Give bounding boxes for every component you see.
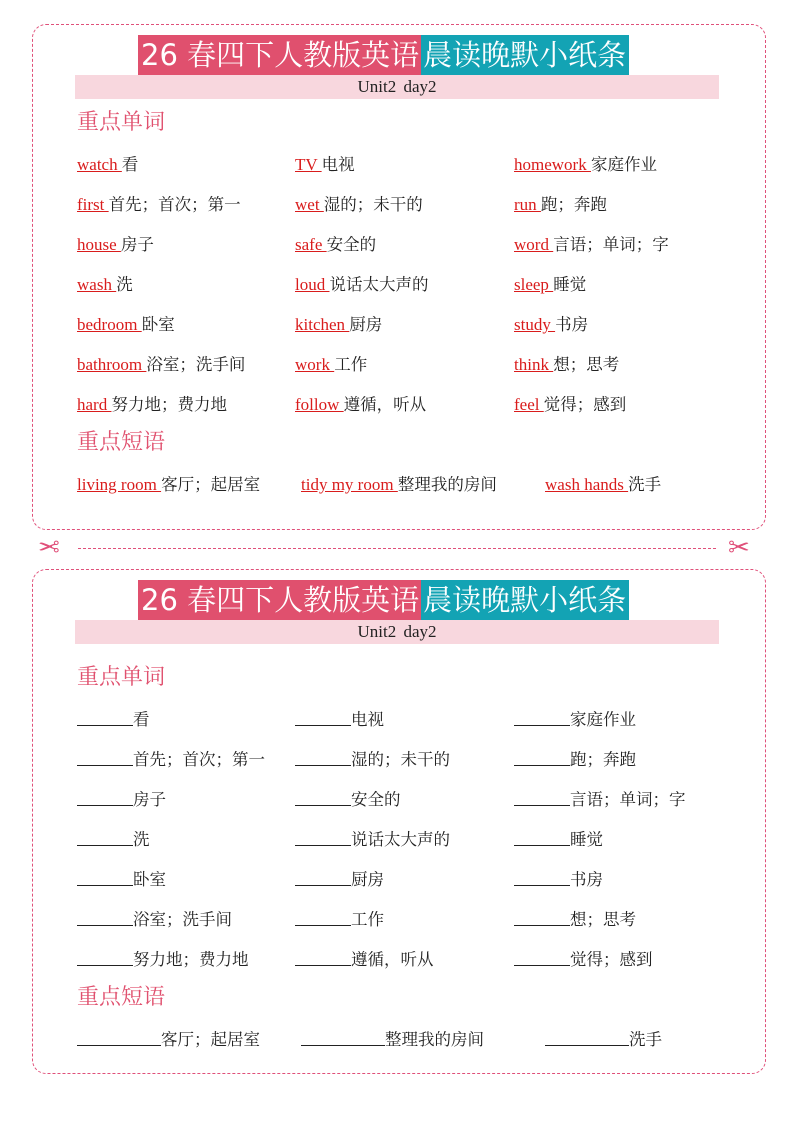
phrase-item [301, 473, 497, 497]
answer-blank[interactable] [295, 948, 351, 966]
word-item [77, 273, 133, 297]
word-blank-item [514, 788, 686, 812]
word-item [514, 353, 619, 377]
section-words-title: 重点单词 [77, 110, 166, 135]
word-cn: 说话太大声的 [351, 830, 450, 849]
word-item [295, 393, 426, 417]
word-item [295, 153, 355, 177]
phrase-blank-item [77, 1028, 260, 1052]
word-cn: 睡觉 [570, 830, 603, 849]
word-blank-item [295, 908, 384, 932]
answer-blank[interactable] [77, 908, 133, 926]
word-cn: 觉得；感到 [570, 950, 653, 969]
word-en: TV [295, 155, 322, 174]
word-blank-item [77, 868, 166, 892]
word-en: study [514, 315, 556, 334]
word-en: word [514, 235, 554, 254]
phrase-en: tidy my room [301, 475, 398, 494]
word-blank-item [77, 828, 150, 852]
title [138, 35, 629, 75]
word-item [77, 313, 175, 337]
word-item [295, 313, 382, 337]
answer-blank[interactable] [514, 788, 570, 806]
word-cn: 湿的；未干的 [323, 195, 423, 214]
answer-blank[interactable] [295, 788, 351, 806]
word-cn: 看 [121, 155, 139, 174]
word-en: watch [77, 155, 122, 174]
word-cn: 工作 [351, 910, 384, 929]
phrase-item [77, 473, 260, 497]
phrase-cn: 洗手 [628, 475, 662, 494]
answer-blank[interactable] [295, 868, 351, 886]
word-en: safe [295, 235, 327, 254]
word-cn: 言语；单词；字 [570, 790, 686, 809]
phrase-blank-item [545, 1028, 662, 1052]
word-blank-item [295, 708, 384, 732]
unit-label: Unit2 day2 [75, 75, 719, 99]
title-part1: 26 春四下人教版英语 [138, 35, 421, 75]
word-cn: 湿的；未干的 [351, 750, 450, 769]
section-words-title: 重点单词 [77, 665, 166, 690]
word-en: bathroom [77, 355, 147, 374]
word-cn: 首先；首次；第一 [108, 195, 241, 214]
title [138, 580, 629, 620]
word-en: bedroom [77, 315, 142, 334]
unit-label: Unit2 day2 [75, 620, 719, 644]
phrase-cn: 整理我的房间 [385, 1030, 484, 1049]
title-part1: 26 春四下人教版英语 [138, 580, 421, 620]
answer-blank[interactable] [545, 1028, 629, 1046]
word-item [295, 353, 367, 377]
word-row [33, 708, 765, 732]
word-cn: 安全的 [326, 235, 377, 254]
word-en: homework [514, 155, 591, 174]
answer-blank[interactable] [514, 748, 570, 766]
word-blank-item [295, 868, 384, 892]
answer-blank[interactable] [77, 948, 133, 966]
word-row [33, 868, 765, 892]
answer-blank[interactable] [514, 948, 570, 966]
word-cn: 电视 [321, 155, 355, 174]
answer-blank[interactable] [514, 908, 570, 926]
word-cn: 首先；首次；第一 [133, 750, 265, 769]
word-en: kitchen [295, 315, 350, 334]
scissors-icon: ✂ [728, 533, 750, 563]
word-blank-item [514, 748, 636, 772]
word-cn: 遵循，听从 [343, 395, 427, 414]
word-item [514, 313, 588, 337]
word-row [33, 273, 765, 297]
word-item [77, 193, 241, 217]
phrase-row [33, 1028, 765, 1052]
phrase-en: living room [77, 475, 162, 494]
word-cn: 跑；奔跑 [570, 750, 636, 769]
word-cn: 厨房 [349, 315, 383, 334]
word-en: house [77, 235, 121, 254]
word-blank-item [514, 828, 603, 852]
word-cn: 言语；单词；字 [553, 235, 669, 254]
word-row [33, 153, 765, 177]
word-item [295, 233, 376, 257]
answer-blank[interactable] [77, 708, 133, 726]
word-cn: 跑；奔跑 [540, 195, 607, 214]
word-row [33, 748, 765, 772]
section-phrases-title: 重点短语 [77, 985, 166, 1010]
word-cn: 努力地；费力地 [133, 950, 249, 969]
word-row [33, 233, 765, 257]
word-cn: 房子 [133, 790, 166, 809]
word-blank-item [514, 908, 636, 932]
word-row [33, 353, 765, 377]
word-row [33, 393, 765, 417]
word-item [77, 353, 245, 377]
word-cn: 觉得；感到 [543, 395, 627, 414]
word-en: first [77, 195, 109, 214]
word-cn: 睡觉 [553, 275, 587, 294]
answer-blank[interactable] [295, 748, 351, 766]
word-en: loud [295, 275, 330, 294]
word-item [77, 393, 227, 417]
word-blank-item [295, 948, 434, 972]
word-row [33, 828, 765, 852]
word-cn: 洗 [116, 275, 133, 294]
word-cn: 卧室 [141, 315, 175, 334]
word-cn: 浴室；洗手间 [133, 910, 232, 929]
word-item [77, 153, 138, 177]
word-blank-item [77, 748, 265, 772]
word-item [514, 153, 657, 177]
answer-blank[interactable] [514, 708, 570, 726]
word-cn: 安全的 [351, 790, 401, 809]
answer-blank[interactable] [77, 868, 133, 886]
answer-blank[interactable] [77, 748, 133, 766]
phrase-cn: 客厅；起居室 [161, 1030, 260, 1049]
word-en: work [295, 355, 335, 374]
top-card [32, 24, 766, 530]
word-en: hard [77, 395, 112, 414]
word-blank-item [77, 908, 232, 932]
word-blank-item [514, 948, 653, 972]
word-blank-item [295, 788, 401, 812]
answer-blank[interactable] [514, 868, 570, 886]
word-blank-item [77, 948, 249, 972]
answer-blank[interactable] [514, 828, 570, 846]
word-en: follow [295, 395, 344, 414]
word-item [514, 393, 626, 417]
word-blank-item [77, 708, 150, 732]
word-cn: 厨房 [351, 870, 384, 889]
word-en: wash [77, 275, 117, 294]
word-item [295, 193, 423, 217]
phrase-cn: 洗手 [629, 1030, 662, 1049]
word-item [295, 273, 428, 297]
bottom-card [32, 569, 766, 1074]
phrase-en: wash hands [545, 475, 629, 494]
word-cn: 电视 [351, 710, 384, 729]
phrase-blank-item [301, 1028, 484, 1052]
word-cn: 书房 [555, 315, 589, 334]
word-blank-item [514, 708, 636, 732]
answer-blank[interactable] [77, 828, 133, 846]
word-cn: 工作 [334, 355, 368, 374]
answer-blank[interactable] [301, 1028, 385, 1046]
word-item [514, 233, 669, 257]
section-phrases-title: 重点短语 [77, 430, 166, 455]
phrase-row [33, 473, 765, 497]
word-row [33, 908, 765, 932]
word-blank-item [77, 788, 166, 812]
answer-blank[interactable] [295, 908, 351, 926]
phrase-item [545, 473, 661, 497]
word-cn: 房子 [120, 235, 154, 254]
scissors-icon: ✂ [38, 533, 60, 563]
word-cn: 想；思考 [570, 910, 636, 929]
word-row [33, 313, 765, 337]
cut-line [78, 548, 716, 549]
phrase-cn: 客厅；起居室 [161, 475, 261, 494]
word-en: sleep [514, 275, 554, 294]
word-cn: 说话太大声的 [329, 275, 429, 294]
word-cn: 书房 [570, 870, 603, 889]
word-item [77, 233, 154, 257]
word-en: think [514, 355, 554, 374]
word-en: wet [295, 195, 324, 214]
word-cn: 家庭作业 [570, 710, 636, 729]
word-blank-item [514, 868, 603, 892]
word-en: run [514, 195, 541, 214]
word-cn: 洗 [133, 830, 150, 849]
word-cn: 想；思考 [553, 355, 620, 374]
word-blank-item [295, 828, 450, 852]
word-cn: 遵循，听从 [351, 950, 434, 969]
word-cn: 家庭作业 [590, 155, 657, 174]
phrase-cn: 整理我的房间 [397, 475, 497, 494]
title-part2: 晨读晚默小纸条 [421, 35, 629, 75]
word-item [514, 273, 586, 297]
word-item [514, 193, 607, 217]
word-cn: 卧室 [133, 870, 166, 889]
answer-blank[interactable] [77, 1028, 161, 1046]
word-en: feel [514, 395, 544, 414]
word-row [33, 948, 765, 972]
word-cn: 浴室；洗手间 [146, 355, 246, 374]
word-blank-item [295, 748, 450, 772]
word-cn: 努力地；费力地 [111, 395, 227, 414]
answer-blank[interactable] [77, 788, 133, 806]
word-row [33, 193, 765, 217]
answer-blank[interactable] [295, 828, 351, 846]
answer-blank[interactable] [295, 708, 351, 726]
word-row [33, 788, 765, 812]
title-part2: 晨读晚默小纸条 [421, 580, 629, 620]
word-cn: 看 [133, 710, 150, 729]
